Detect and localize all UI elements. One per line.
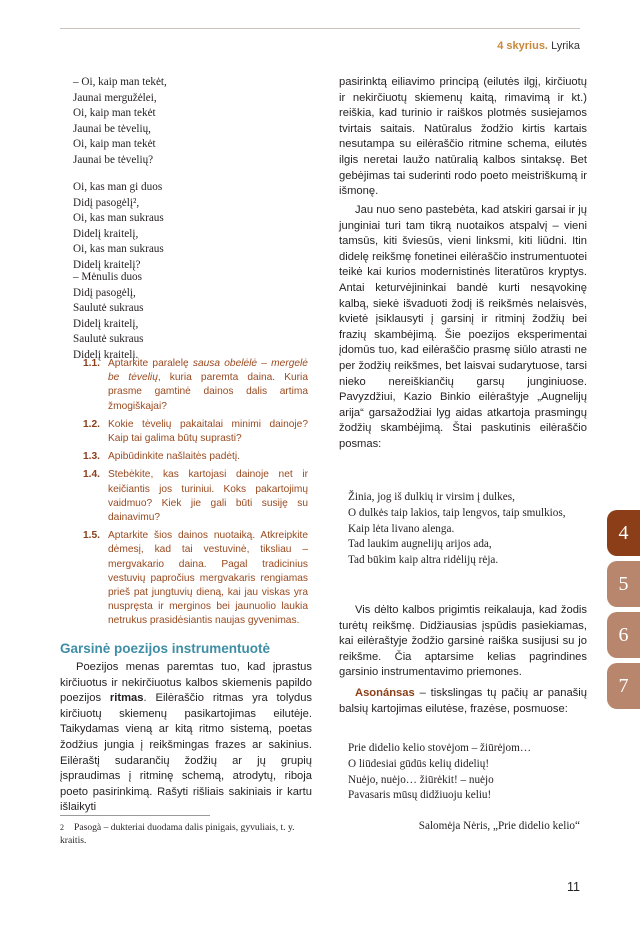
poem-line: Didelį kraitelį?: [73, 258, 141, 271]
poem-line: Jaunai be tėvelių,: [73, 122, 151, 135]
poem-line: Nuėjo, nuėjo… žiūrėkit! – nuėjo: [348, 773, 494, 786]
header-chapter: 4 skyrius.: [497, 40, 548, 52]
poem-line: Oi, kas man sukraus: [73, 243, 164, 256]
question-item: [83, 418, 308, 446]
body-paragraph-right-3: Vis dėlto kalbos prigimtis reikalauja, kad žodis turėtų reikšmę. Didžiausias įspūdis pasiekiamas, kai eilėraštyje žodžio garsinė raiška susijusi su jo reikšme. Čia aptarsime kelias pagrindines garsinio instrumentavimo priemones.: [339, 604, 587, 679]
poem-line: Oi, kas man gi duos: [73, 181, 163, 193]
question-item: [83, 357, 308, 414]
question-text: Aptarkite paralelę sausa obelėlė – mergelė be tėvelių, kuria paremta daina. Kuria prasme gamtinė dainos dalis artima žmogiškajai?: [108, 358, 308, 412]
poem-line: Didelį kraitelį.: [73, 348, 139, 361]
poem-line: – Oi, kaip man tekėt,: [73, 76, 167, 88]
poem-line: Jaunai mergužėlei,: [73, 91, 157, 104]
body-paragraph-right-1: pasirinktą eiliavimo principą (eilutės ilgį, kirčiuotų ir nekirčiuotų skiemenų kaitą, rimavimą ir kt.) reiškia, kad turinio ir raiškos plotmės susiejamos tvirtais saitais. Natūralus žodžio kirtis kartais nesutampa su eilėraščio ritmine schema, eilutės ilgis neretai laužo natūralią kalbos sintaksę. Bet gebėjimas tai suderinti rodo poeto meistriškumą ir išmonę.: [339, 76, 587, 198]
poem-line: O dulkės taip lakios, taip lengvos, taip smulkios,: [348, 506, 566, 519]
poem-line: Žinia, jog iš dulkių ir virsim į dulkes,: [348, 491, 515, 503]
footnote-rule: [60, 815, 210, 816]
page-number: 11: [567, 880, 580, 894]
question-number: 1.4.: [83, 469, 100, 481]
question-text: Kokie tėvelių pakaitalai minimi dainoje? Kaip tai galima būtų suprasti?: [108, 418, 308, 445]
chapter-tab-6[interactable]: 6: [607, 612, 640, 658]
footnote-number: 2: [60, 823, 64, 832]
question-text: Aptarkite šios dainos nuotaiką. Atkreipkite dėmesį, kad tai vestuvinė, tiksliau – mergvakario daina. Pagal tradicinius vestuvių papročius mergvakaris rengiamas prieš pat jungtuvių dieną, kai jau viskas yra nuspręsta ir merginos bei jaunuolio laukia netrukus prasidėsiantis naujas gyvenimas.: [108, 530, 308, 627]
poem-line: Saulutė sukraus: [73, 333, 144, 346]
poem-stanza-2: [73, 180, 164, 274]
poem-line: Oi, kas man sukraus: [73, 212, 164, 225]
binkis-poem: [348, 490, 566, 569]
poem-line: Saulutė sukraus: [73, 302, 144, 315]
chapter-tab-5[interactable]: 5: [607, 561, 640, 607]
poem-line: Tad laukim augnelijų arijos ada,: [348, 538, 492, 551]
question-number: 1.2.: [83, 418, 100, 430]
question-number: 1.3.: [83, 451, 100, 463]
poem-line: Didį pasogėlį²,: [73, 196, 140, 209]
footnote-text: Pasogà – dukteriai duodama dalis pinigais, gyvuliais, t. y. kraitis.: [60, 822, 295, 846]
body-paragraph-right-2: Jau nuo seno pastebėta, kad atskiri garsai ir jų junginiai turi tam tikrą nuotaikos atspalvį – vieni tamsūs, kiti šviesūs, vieni linksmi, kiti liūdni. Itin didelę reikšmę fonetinei eilėraščio instrumentuotei teikė kai kurios modernistinės literatūros kryptys. Antai keturvėjininkai bandė kurti nesąvokinę kalbą, siekė išvaduoti žodį iš reikšmės nelaisvės, kvietė įsiklausyti į garsinį ir ritminį žodžių bei frazių skambėjimą. Šie poezijos eksperimentai įdomūs tuo, kad eilėraščio prasmę siūlo atrasti ne per žodžių reikšmes, bet laisvai sudarytuose, tarsi nieko nereiškiančių garsų junginiuose. Pavyzdžiui, Kazio Binkio eilėraštyje „Augnelijų arija“ garsažodžiai lyg aidas atkartoja prasmingų žodžių skambėjimą. Štai paskutinis eilėraščio posmas:: [339, 204, 587, 450]
chapter-tabs: [607, 510, 640, 714]
poem-line: Oi, kaip man tekėt: [73, 138, 156, 151]
question-item: [83, 529, 308, 628]
poem-line: – Mėnulis duos: [73, 271, 142, 283]
poem-line: Tad būkim kaip altra ridėlijų rėja.: [348, 554, 499, 567]
poem-line: Pavasaris mūsų didžiuoju keliu!: [348, 789, 492, 802]
question-list: [83, 357, 308, 633]
poem-line: Kaip lėta livano alenga.: [348, 522, 455, 535]
poem-line: Didelį kraitelį,: [73, 317, 139, 330]
poem-line: Didį pasogėlį,: [73, 286, 136, 299]
poem-line: O liūdesiai gūdūs kelių didelių!: [348, 757, 490, 770]
term-asonansas: Asonánsas: [355, 687, 415, 699]
header-rule: [60, 28, 580, 29]
poem-line: Jaunai be tėvelių?: [73, 153, 154, 166]
poem-line: Prie didelio kelio stovėjom – žiūrėjom…: [348, 742, 532, 754]
poem-attribution: Salomėja Nėris, „Prie didelio kelio“: [418, 820, 580, 832]
header-section: Lyrika: [551, 40, 580, 52]
neris-poem: [348, 741, 531, 804]
question-number: 1.1.: [83, 358, 100, 369]
poem-stanza-3: [73, 270, 144, 364]
section-heading: Garsinė poezijos instrumentuotė: [60, 641, 271, 656]
poem-stanza-1: [73, 75, 167, 169]
chapter-tab-7[interactable]: 7: [607, 663, 640, 709]
poem-line: Oi, kaip man tekėt: [73, 107, 156, 120]
question-item: [83, 450, 308, 464]
question-text: Apibūdinkite našlaitės padėtį.: [108, 451, 240, 463]
question-text: Stebėkite, kas kartojasi dainoje net ir keičiantis jos turiniui. Koks pakartojimų vaidmuo? Kiek jie gali būti susiję su dainavimu?: [108, 469, 308, 524]
footnote: [60, 822, 312, 847]
question-item: [83, 468, 308, 525]
running-header: [497, 40, 580, 52]
poem-line: Didelį kraitelį,: [73, 227, 139, 240]
chapter-tab-4[interactable]: 4: [607, 510, 640, 556]
asonansas-definition: Asonánsas – tiskslingas tų pačių ar panašių balsių kartojimas eilutėse, frazėse, posmuose:: [339, 687, 587, 715]
question-number: 1.5.: [83, 530, 100, 542]
body-paragraph-left: Poezijos menas paremtas tuo, kad įprastus kirčiuotus ir nekirčiuotus kalbos skiemenis papildo poezijos ritmas. Eilėraščio ritmas yra tolydus kirčiuotų skiemenų pasikartojimas eilutėje. Taikydamas vieną ar kitą ritmo sistemą, poetas žodžius jungia į reikšmingas frazes ar sakinius. Eilėraštį sudarančių žodžių ar jų grupių įspraudimas į ritminę schemą, atrodytų, riboja poeto pasirinkimą. Rašyti rišliais sakiniais ir kartu išlaikyti: [60, 661, 313, 814]
